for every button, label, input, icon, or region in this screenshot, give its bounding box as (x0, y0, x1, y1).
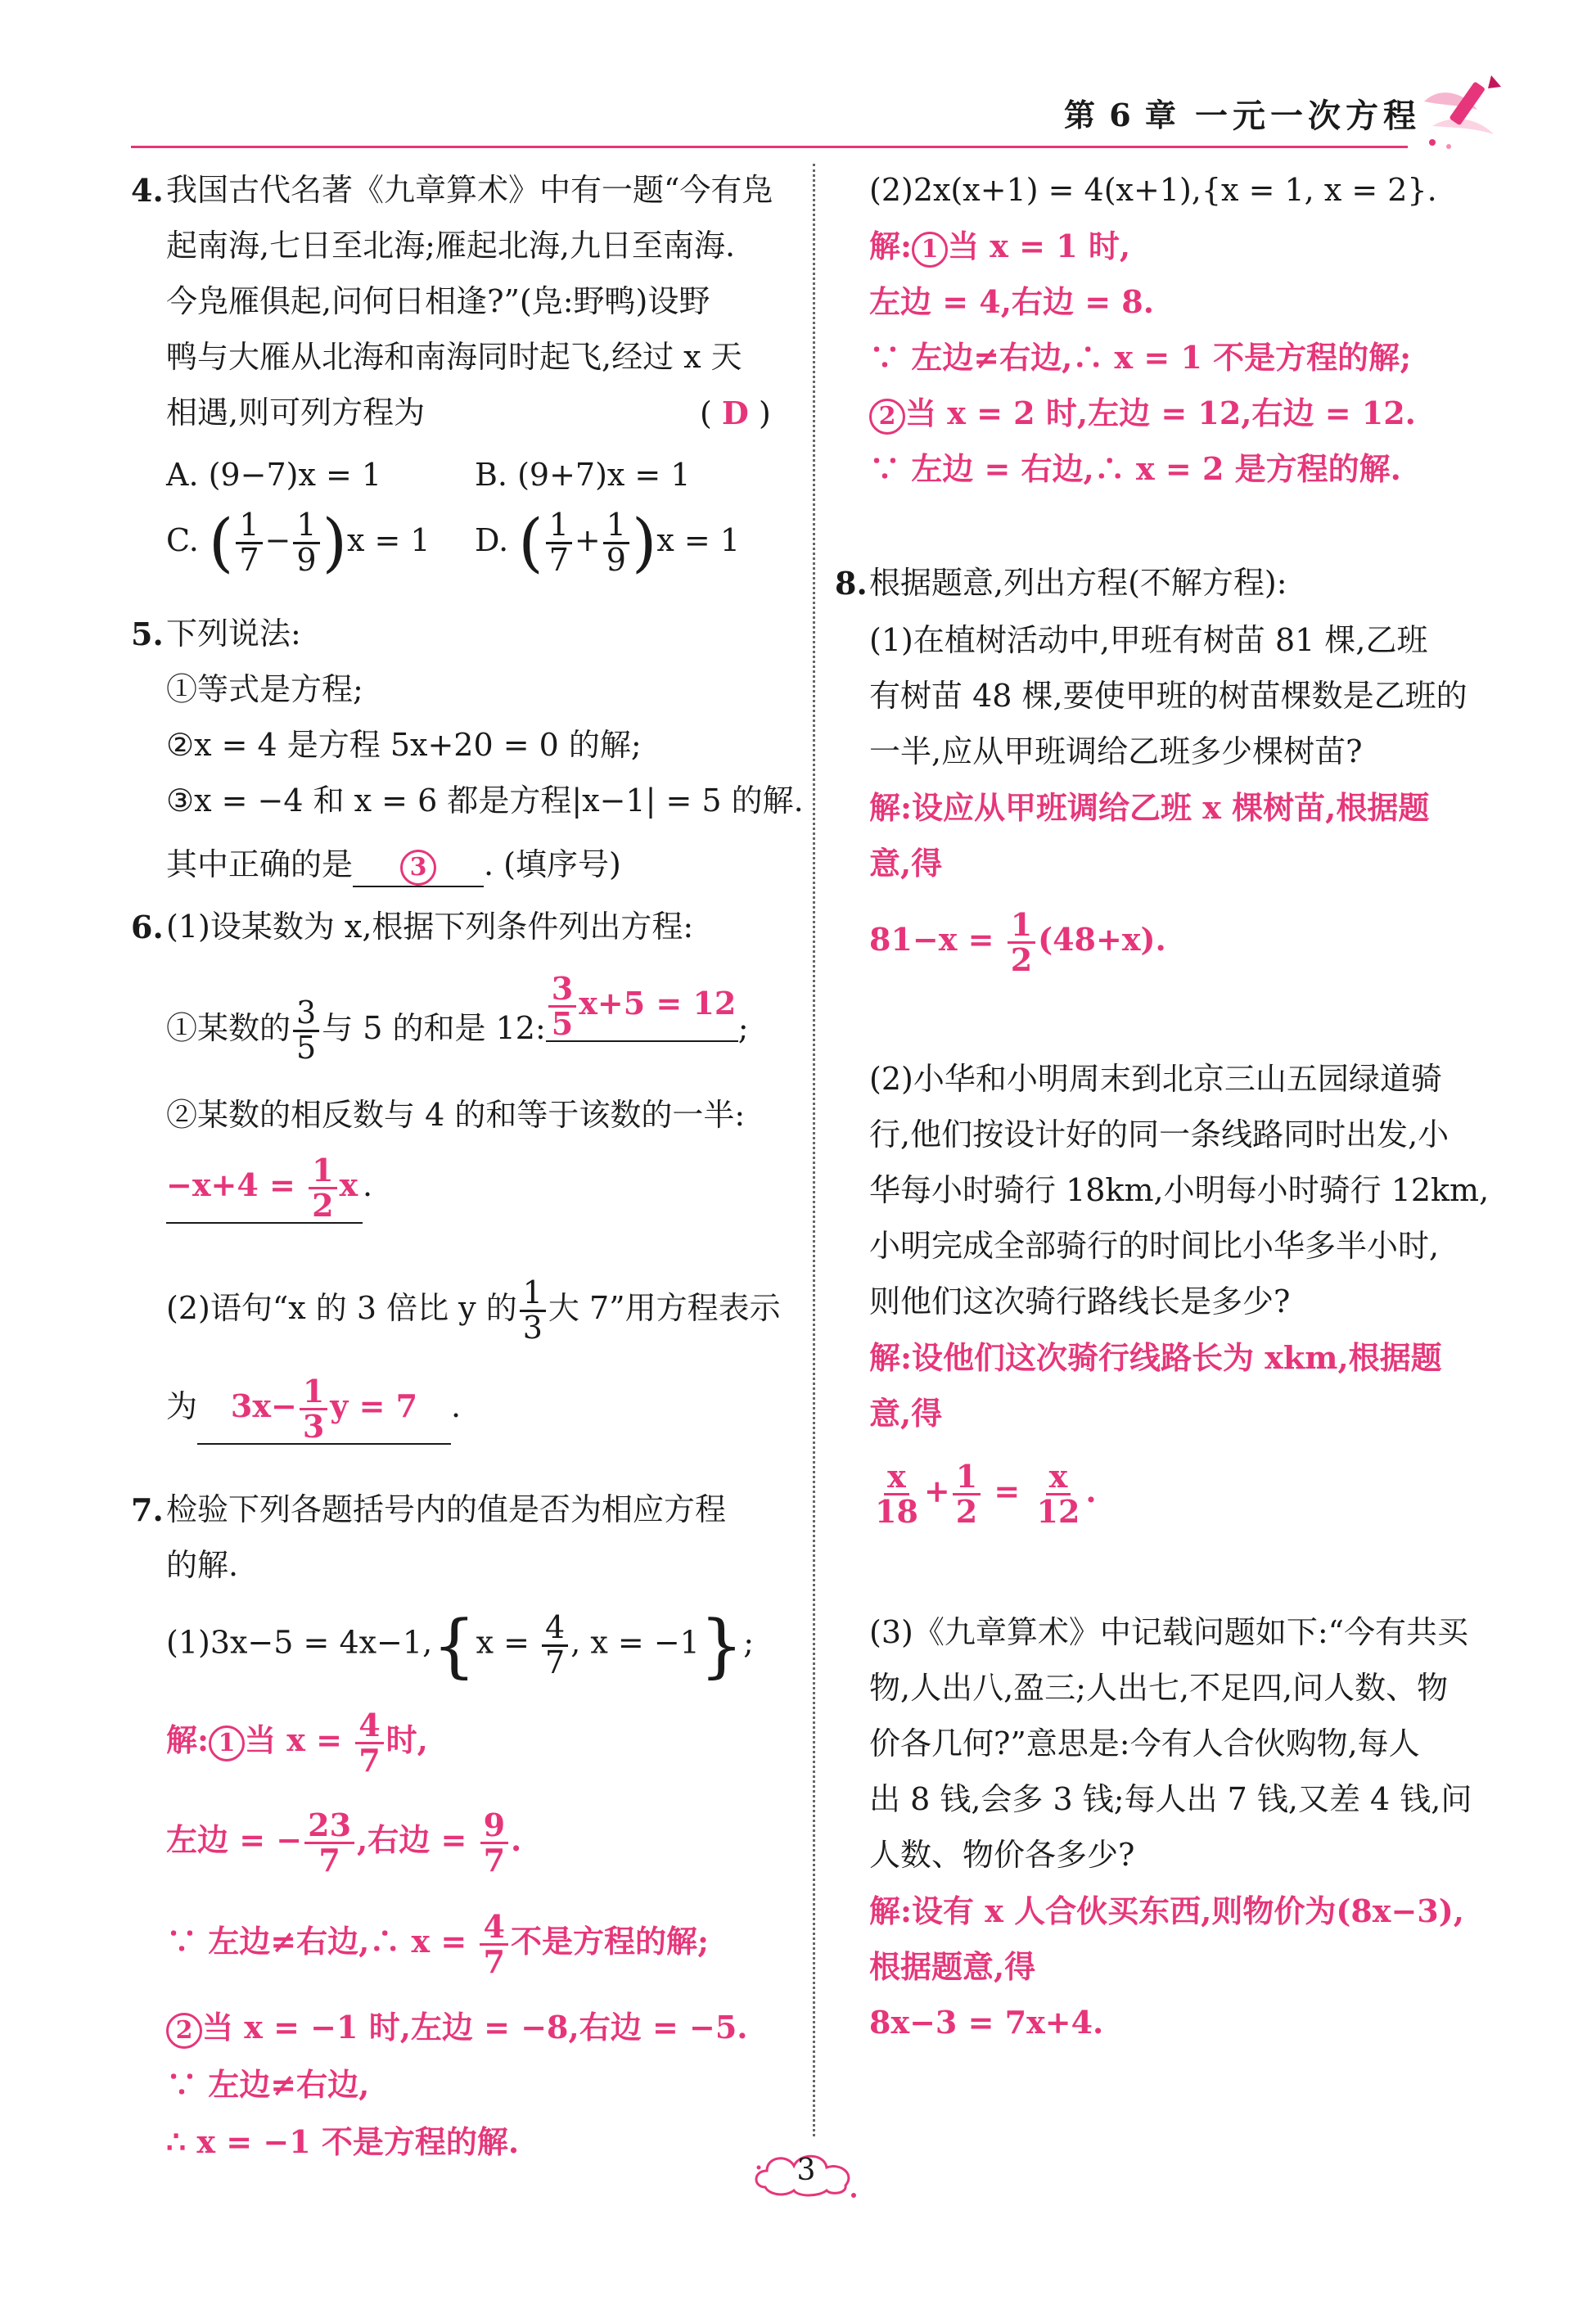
q4-line-2: 起南海,七日至北海;雁起北海,九日至南海. (166, 228, 736, 264)
q5-statement-1: ①等式是方程; (166, 671, 363, 707)
q6-item-1: ①某数的 $\frac{3}{5}$ 与 5 的和是 12: $\frac{3}{5}$ x+5 = 12; (166, 970, 749, 1066)
q6-answer-3: 3x− $\frac{1}{3}$ y = 7 (197, 1375, 451, 1445)
q8-part2-line-5: 则他们这次骑行路线长是多少? (869, 1283, 1291, 1319)
q7-solution-2: 左边 = − $\frac{23}{7}$ ,右边 = $\frac{9}{7}$ . (166, 1807, 522, 1879)
q4-option-d: D. ( $\frac{1}{7}$ + $\frac{1}{9}$ )x = 1 (475, 506, 740, 580)
q5-statement-3: ③x = −4 和 x = 6 都是方程|x−1| = 5 的解. (166, 783, 804, 819)
q7b-answer-1: 解: 1 当 x = 1 时, (869, 228, 1130, 268)
page-number: 3 (796, 2154, 816, 2187)
q7b-answer-3: ∵ 左边≠右边,∴ x = 1 不是方程的解; (869, 339, 1412, 376)
q8-part3-line-5: 人数、物价各多少? (869, 1837, 1135, 1873)
q8-equation-1: 81−x = $\frac{1}{2}$ (48+x). (869, 906, 1166, 978)
q5-statement-2: ②x = 4 是方程 5x+20 = 0 的解; (166, 727, 642, 763)
q7-solution-4: 2 当 x = −1 时,左边 = −8,右边 = −5. (166, 2009, 748, 2049)
q7b-answer-4: 2 当 x = 2 时,左边 = 12,右边 = 12. (869, 395, 1416, 435)
q8-part3-line-2: 物,人出八,盈三;人出七,不足四,问人数、物 (869, 1670, 1449, 1706)
q5-question: 其中正确的是 3 . (填序号) (166, 846, 621, 887)
q4-line-4: 鸭与大雁从北海和南海同时起飞,经过 x 天 (166, 339, 742, 375)
q7-number: 7. (131, 1491, 164, 1528)
q4-option-a: A. (9−7)x = 1 (166, 457, 382, 493)
q8-answer1-line-1: 解:设应从甲班调给乙班 x 棵树苗,根据题 (869, 789, 1430, 826)
q8-part1-line-3: 一半,应从甲班调给乙班多少棵树苗? (869, 733, 1363, 769)
q8-answer3-line-1: 解:设有 x 人合伙买东西,则物价为(8x−3), (869, 1892, 1464, 1929)
q8-answer2-line-1: 解:设他们这次骑行线路长为 xkm,根据题 (869, 1339, 1442, 1376)
q7b-answer-5: ∵ 左边 = 右边,∴ x = 2 是方程的解. (869, 450, 1401, 487)
q4-answer: D (721, 395, 749, 431)
q6-item-2: ②某数的相反数与 4 的和等于该数的一半: (166, 1097, 746, 1133)
q6-intro: (1)设某数为 x,根据下列条件列出方程: (166, 909, 694, 945)
q4-line-3: 今凫雁俱起,问何日相逢?”(凫:野鸭)设野 (166, 283, 710, 319)
q8-part3-line-3: 价各几何?”意思是:今有人合伙购物,每人 (869, 1725, 1420, 1761)
header-rule (131, 146, 1408, 148)
q4-answer-bracket: ( D ) (700, 395, 771, 431)
q5-answer: 3 (400, 850, 436, 886)
q4-line-5: 相遇,则可列方程为 (166, 395, 426, 431)
q7-solution-5: ∵ 左边≠右边, (166, 2066, 370, 2103)
q8-equation-3: 8x−3 = 7x+4. (869, 2004, 1104, 2041)
q7-part-2: (2)2x(x+1) = 4(x+1),{x = 1, x = 2}. (869, 172, 1437, 208)
q6-answer-1: $\frac{3}{5}$ x+5 = 12 (546, 972, 738, 1042)
q7b-answer-2: 左边 = 4,右边 = 8. (869, 283, 1154, 320)
q8-part3-line-1: (3)《九章算术》中记载问题如下:“今有共买 (869, 1614, 1469, 1650)
q8-part2-line-4: 小明完成全部骑行的时间比小华多半小时, (869, 1228, 1440, 1264)
q5-intro: 下列说法: (166, 616, 301, 652)
q7-solution-3: ∵ 左边≠右边,∴ x = $\frac{4}{7}$ 不是方程的解; (166, 1908, 709, 1980)
q5-number: 5. (131, 616, 164, 652)
q8-part2-line-1: (2)小华和小明周末到北京三山五园绿道骑 (869, 1061, 1442, 1097)
q8-intro: 根据题意,列出方程(不解方程): (869, 565, 1287, 601)
q4-line-1: 我国古代名著《九章算术》中有一题“今有凫 (166, 172, 773, 208)
q6-answer-3-line: 为 3x− $\frac{1}{3}$ y = 7 . (166, 1373, 462, 1445)
q7-part-1: (1)3x−5 = 4x−1,{x = $\frac{4}{7}$ , x = −1}; (166, 1605, 755, 1685)
chapter-title: 一元一次方程 (1195, 97, 1421, 135)
q8-answer2-line-2: 意,得 (869, 1395, 943, 1432)
q7-intro-1: 检验下列各题括号内的值是否为相应方程 (166, 1491, 727, 1527)
q8-equation-2: $\frac{x}{18}$ + $\frac{1}{2}$ = $\frac{x}{12}$ . (875, 1458, 1097, 1530)
q6-part-2: (2)语句“x 的 3 倍比 y 的 $\frac{1}{3}$ 大 7”用方程表示 (166, 1274, 781, 1346)
q7-solution-6: ∴ x = −1 不是方程的解. (166, 2123, 520, 2160)
q8-part1-line-2: 有树苗 48 棵,要使甲班的树苗棵数是乙班的 (869, 678, 1468, 714)
q6-answer-2: −x+4 = $\frac{1}{2}$ x (166, 1154, 363, 1224)
q8-part3-line-4: 出 8 钱,会多 3 钱;每人出 7 钱,又差 4 钱,问 (869, 1781, 1472, 1817)
q8-answer3-line-2: 根据题意,得 (869, 1948, 1036, 1985)
q4-option-b: B. (9+7)x = 1 (475, 457, 691, 493)
q8-part2-line-2: 行,他们按设计好的同一条线路同时出发,小 (869, 1116, 1449, 1152)
q7-solution-1: 解: 1 当 x = $\frac{4}{7}$ 时, (166, 1707, 428, 1779)
q8-number: 8. (835, 565, 868, 602)
q7-intro-2: 的解. (166, 1547, 239, 1583)
q6-answer-2-line: −x+4 = $\frac{1}{2}$ x . (166, 1152, 373, 1224)
q4-number: 4. (131, 172, 164, 209)
q4-option-c: C. ( $\frac{1}{7}$ − $\frac{1}{9}$ )x = 1 (166, 506, 431, 580)
pencil-ribbon-icon (1416, 69, 1514, 159)
q8-part2-line-3: 华每小时骑行 18km,小明每小时骑行 12km, (869, 1172, 1490, 1208)
q8-part1-line-1: (1)在植树活动中,甲班有树苗 81 棵,乙班 (869, 622, 1428, 658)
q6-number: 6. (131, 909, 164, 945)
column-divider (813, 164, 815, 2136)
q8-answer1-line-2: 意,得 (869, 845, 943, 882)
chapter-label: 第 6 章 (1064, 97, 1178, 133)
